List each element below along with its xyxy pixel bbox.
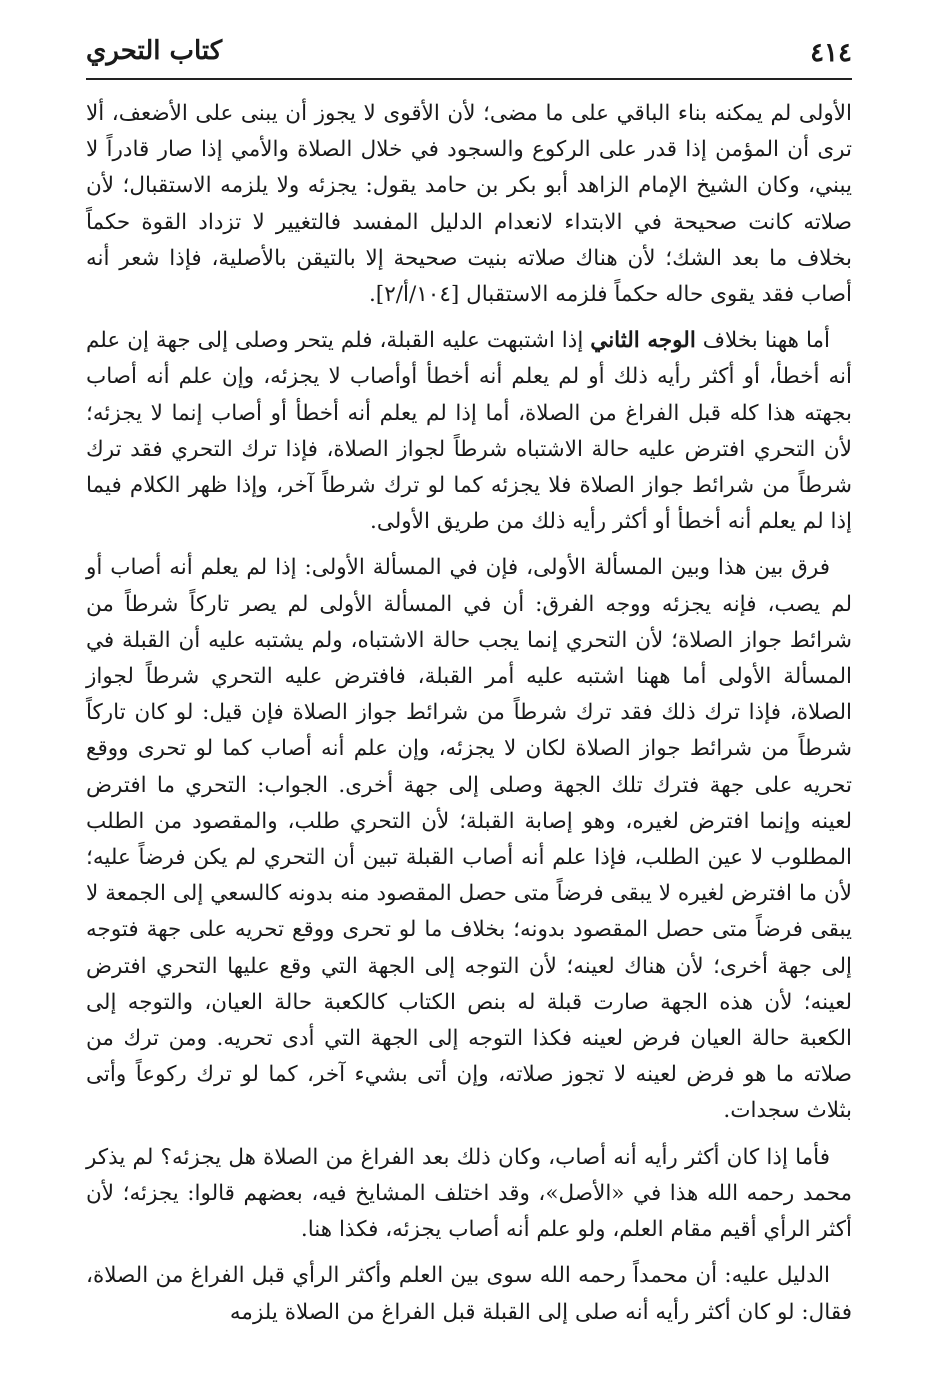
page-number: ٤١٤ [810, 38, 852, 68]
body-text [86, 96, 852, 1341]
page-header [86, 30, 852, 78]
paragraph: فرق بين هذا وبين المسألة الأولى، فإن في المسألة الأولى: إذا لم يعلم أنه أصاب أو لم يصب، فإنه يجزئه ووجه الفرق: أن في المسألة الأولى لم يصر تاركاً شرطاً من شرائط جواز الصلاة؛ لأن التحري إنما يجب حالة الاشتباه، ولم يشتبه عليه أن القبلة في المسألة الأولى أما ههنا اشتبه عليه أمر القبلة، فافترض عليه التحري شرطاً لجواز الصلاة، فإذا ترك ذلك فقد ترك شرطاً من شرائط جواز الصلاة فإن قيل: لو كان تاركاً شرطاً من شرائط جواز الصلاة لكان لا يجزئه، وإن علم أنه أصاب كما لو تحرى ووقع تحريه على جهة فترك تلك الجهة وصلى إلى جهة أخرى. الجواب: التحري ما افترض لعينه وإنما افترض لغيره، وهو إصابة القبلة؛ لأن التحري طلب، والمقصود من الطلب المطلوب لا عين الطلب، فإذا علم أنه أصاب القبلة تبين أن التحري لم يكن فرضاً عليه؛ لأن ما افترض لغيره لا يبقى فرضاً متى حصل المقصود منه بدونه كالسعي إلى الجمعة لا يبقى فرضاً متى حصل المقصود بدونه؛ بخلاف ما لو تحرى ووقع تحريه على جهة فتوجه إلى جهة أخرى؛ لأن هناك لعينه؛ لأن التوجه إلى الجهة التي وقع عليها التحري افترض لعينه؛ لأن هذه الجهة صارت قبلة له بنص الكتاب كالكعبة حالة العيان، والتوجه إلى الكعبة حالة العيان فرض لعينه فكذا التوجه إلى الجهة التي أدى تحريه. ومن ترك من صلاته ما هو فرض لعينه لا تجوز صلاته، وإن أتى بشيء آخر، كما لو ترك ركوعاً وأتى بثلاث سجدات. [86, 555, 852, 1124]
paragraph-text-rest: إذا اشتبهت عليه القبلة، فلم يتحر وصلى إلى جهة إن علم أنه أخطأ، أو أكثر رأيه ذلك أو لم يعلم أنه أخطأ أوأصاب لا يجزئه، وإن علم أنه أصاب بجهته هذا كله قبل الفراغ من الصلاة، أما إذا لم يعلم أنه أخطأ أو أصاب إنما لا يجزئه؛ لأن التحري افترض عليه حالة الاشتباه شرطاً لجواز الصلاة، فإذا ترك التحري فقد ترك شرطاً من شرائط جواز الصلاة فلا يجزئه كما لو ترك شرطاً آخر، وإذا ظهر الكلام فيما إذا لم يعلم أنه أخطأ أو أكثر رأيه ذلك من طريق الأولى. [86, 328, 852, 535]
paragraph: الدليل عليه: أن محمداً رحمه الله سوى بين العلم وأكثر الرأي قبل الفراغ من الصلاة، فقال: لو كان أكثر رأيه أنه صلى إلى القبلة قبل الفراغ من الصلاة يلزمه [86, 1263, 852, 1325]
bold-term: الوجه الثاني [590, 328, 696, 354]
paragraph-text-start: أما ههنا بخلاف [695, 328, 830, 354]
paragraph: فأما إذا كان أكثر رأيه أنه أصاب، وكان ذلك بعد الفراغ من الصلاة هل يجزئه؟ لم يذكر محمد رحمه الله هذا في «الأصل»، وقد اختلف المشايخ فيه، بعضهم قالوا: يجزئه؛ لأن أكثر الرأي أقيم مقام العلم، ولو علم أنه أصاب يجزئه، فكذا هنا. [86, 1144, 852, 1243]
running-title: كتاب التحري [86, 36, 223, 66]
paragraph: الأولى لم يمكنه بناء الباقي على ما مضى؛ لأن الأقوى لا يجوز أن يبنى على الأضعف، ألا ترى أن المؤمن إذا قدر على الركوع والسجود في خلال الصلاة والأمي إذا صار قادراً لا يبني، وكان الشيخ الإمام الزاهد أبو بكر بن حامد يقول: يجزئه ولا يلزمه الاستقبال؛ لأن صلاته كانت صحيحة في الابتداء لانعدام الدليل المفسد فالتغيير لا تزداد القوة حكماً بخلاف ما بعد الشك؛ لأن هناك صلاته بنيت صحيحة إلا بالتيقن بالأصلية، فإذا شعر أنه أصاب فقد يقوى حاله حكماً فلزمه الاستقبال [١٠٤/أ/٢]. [86, 101, 852, 308]
header-rule [86, 78, 852, 80]
paragraph [86, 323, 852, 540]
